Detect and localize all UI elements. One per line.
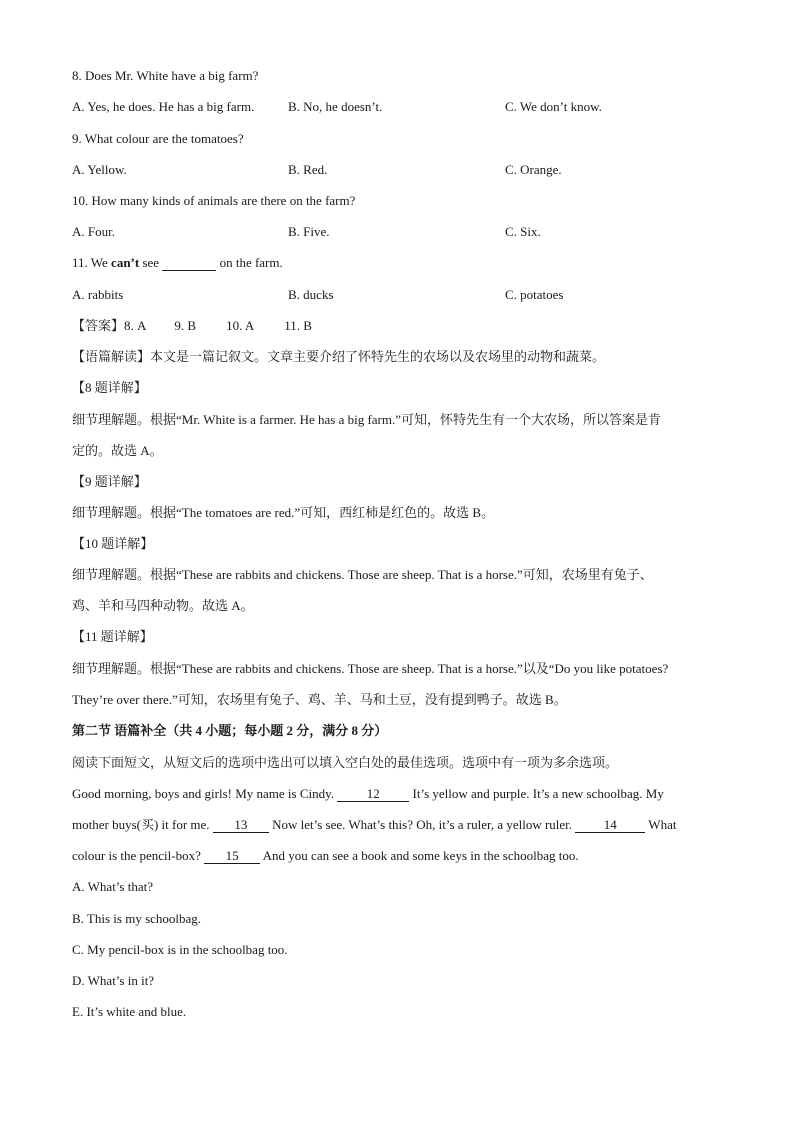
passage-option-b: B. This is my schoolbag. — [72, 911, 202, 926]
question-10-option-a: A. Four. — [72, 224, 115, 239]
section-title: 第二节 语篇补全（共 4 小题；每小题 2 分，满分 8 分） — [72, 723, 388, 738]
passage-line-2 — [72, 817, 676, 833]
blank-13: 13 — [213, 818, 269, 833]
question-11-stem-mid: see — [139, 255, 163, 270]
passage-text: Now let’s see. What’s this? Oh, it’s a ruler, a yellow ruler. — [268, 817, 576, 832]
question-11-option-b: B. ducks — [288, 287, 334, 302]
answer-key — [72, 318, 312, 334]
blank-14: 14 — [575, 818, 645, 833]
detail-9-line-1: 细节理解题。根据“The tomatoes are red.”可知，西红柿是红色的。故选 B。 — [72, 505, 495, 520]
passage-text: What — [645, 817, 677, 832]
question-9-option-a: A. Yellow. — [72, 162, 127, 177]
passage-option-d: D. What’s in it? — [72, 973, 155, 988]
question-11-option-a: A. rabbits — [72, 287, 124, 302]
reading-label: 【语篇解读】 — [72, 349, 151, 364]
question-10-stem: 10. How many kinds of animals are there on the farm? — [72, 193, 356, 208]
question-11-emphasis: can’t — [111, 255, 140, 270]
passage-line-1 — [72, 786, 664, 802]
detail-8-heading: 【8 题详解】 — [72, 380, 147, 395]
question-8-stem: 8. Does Mr. White have a big farm? — [72, 68, 259, 83]
question-10-option-c: C. Six. — [505, 224, 541, 239]
passage-text: Good morning, boys and girls! My name is Cindy. — [72, 786, 338, 801]
passage-option-e: E. It’s white and blue. — [72, 1004, 187, 1019]
question-8-option-b: B. No, he doesn’t. — [288, 99, 383, 114]
passage-option-a: A. What’s that? — [72, 879, 153, 894]
detail-10-line-2: 鸡、羊和马四种动物。故选 A。 — [72, 598, 254, 613]
question-11-stem-start: 11. We — [72, 255, 112, 270]
question-9-option-c: C. Orange. — [505, 162, 562, 177]
detail-10-line-1: 细节理解题。根据“These are rabbits and chickens. Those are sheep. That is a horse.”可知，农场里有兔子、 — [72, 567, 653, 582]
section-instruction: 阅读下面短文，从短文后的选项中选出可以填入空白处的最佳选项。选项中有一项为多余选项。 — [72, 755, 619, 770]
question-11-stem-end: on the farm. — [216, 255, 283, 270]
blank-12: 12 — [337, 787, 409, 802]
blank-15: 15 — [204, 849, 260, 864]
reading-analysis — [72, 349, 605, 365]
question-11-option-c: C. potatoes — [505, 287, 564, 302]
detail-11-line-2: They’re over there.”可知，农场里有兔子、鸡、羊、马和土豆，没有提到鸭子。故选 B。 — [72, 692, 567, 707]
question-11-blank — [162, 256, 216, 271]
passage-text: mother buys(买) it for me. — [72, 817, 213, 832]
answer-10: 10. A — [226, 318, 255, 333]
detail-10-heading: 【10 题详解】 — [72, 536, 154, 551]
answer-label: 【答案】 — [72, 318, 125, 333]
detail-8-line-2: 定的。故选 A。 — [72, 443, 163, 458]
detail-11-line-1: 细节理解题。根据“These are rabbits and chickens. Those are sheep. That is a horse.”以及“Do you like potatoes? — [72, 661, 669, 676]
question-11-stem — [72, 255, 283, 271]
detail-8-line-1: 细节理解题。根据“Mr. White is a farmer. He has a big farm.”可知，怀特先生有一个大农场，所以答案是肯 — [72, 412, 662, 427]
question-9-option-b: B. Red. — [288, 162, 328, 177]
question-8-option-c: C. We don’t know. — [505, 99, 602, 114]
passage-line-3 — [72, 848, 579, 864]
question-8-option-a: A. Yes, he does. He has a big farm. — [72, 99, 255, 114]
question-10-option-b: B. Five. — [288, 224, 330, 239]
answer-11: 11. B — [284, 318, 312, 333]
question-9-stem: 9. What colour are the tomatoes? — [72, 131, 244, 146]
passage-text: It’s yellow and purple. It’s a new schoolbag. My — [409, 786, 664, 801]
answer-8: 8. A — [124, 318, 147, 333]
detail-11-heading: 【11 题详解】 — [72, 629, 153, 644]
answer-9: 9. B — [174, 318, 197, 333]
passage-option-c: C. My pencil-box is in the schoolbag too. — [72, 942, 288, 957]
passage-text: And you can see a book and some keys in the schoolbag too. — [260, 848, 579, 863]
reading-text: 本文是一篇记叙文。文章主要介绍了怀特先生的农场以及农场里的动物和蔬菜。 — [150, 349, 606, 364]
passage-text: colour is the pencil-box? — [72, 848, 205, 863]
detail-9-heading: 【9 题详解】 — [72, 474, 147, 489]
